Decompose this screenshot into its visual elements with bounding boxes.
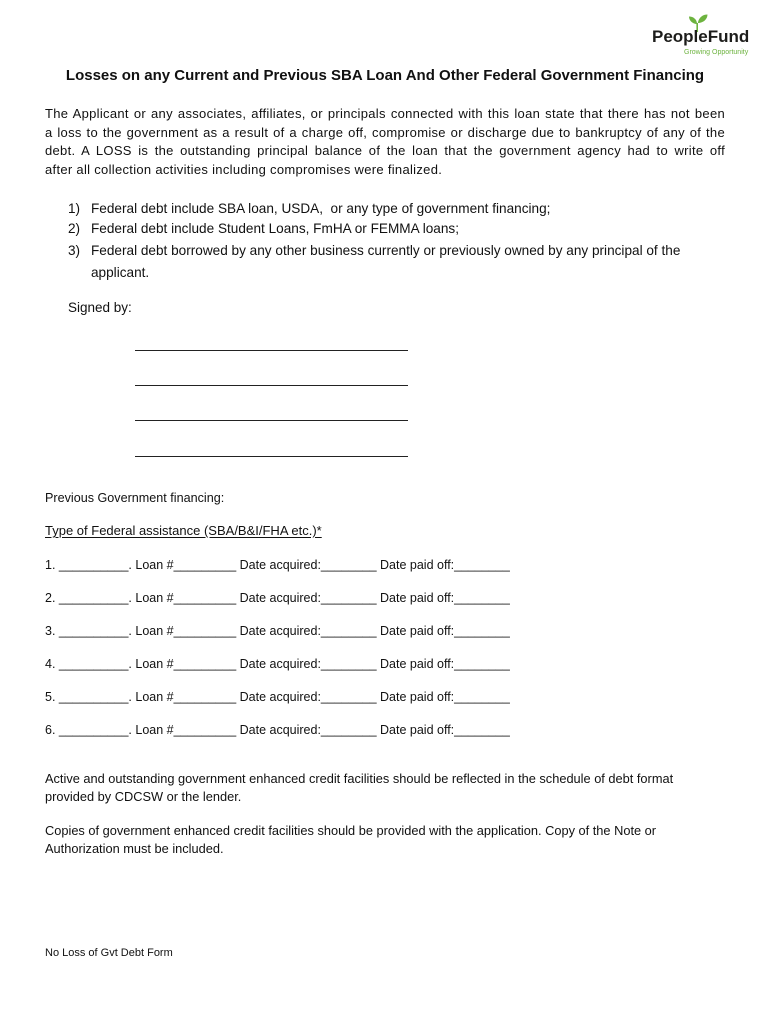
intro-line: The Applicant or any associates, affiliates, or principals connected with this loan state that there has not been [45,106,725,121]
financing-row: 3. __________. Loan #_________ Date acquired:________ Date paid off:________ [45,624,510,638]
logo-tagline: Growing Opportunity [684,49,749,56]
copies-note-line: Copies of government enhanced credit facilities should be provided with the application. Copy of the Note or [45,823,657,838]
signature-line [135,420,408,421]
financing-row: 2. __________. Loan #_________ Date acquired:________ Date paid off:________ [45,591,510,605]
assistance-type-heading: Type of Federal assistance (SBA/B&I/FHA etc.)* [45,523,322,538]
list-item-text-continued: applicant. [91,265,150,280]
signature-line [135,350,408,351]
list-item-marker: 3) [68,243,81,258]
signed-by-label: Signed by: [68,300,132,315]
list-item-marker: 1) [68,201,81,216]
intro-line: a loss to the government as a result of a charge off, compromise or discharge due to bankruptcy of any of the [45,124,725,140]
list-item-text: Federal debt include Student Loans, FmHA or FEMMA loans; [91,221,459,236]
list-item-marker: 2) [68,221,81,236]
list-item-text: Federal debt include SBA loan, USDA, or any type of government financing; [91,201,551,216]
financing-row: 4. __________. Loan #_________ Date acquired:________ Date paid off:________ [45,657,510,671]
intro-line: debt. A LOSS is the outstanding principal balance of the loan that the government agency had to write off [45,143,725,159]
copies-note-line: Authorization must be included. [45,841,224,856]
form-footer: No Loss of Gvt Debt Form [45,947,173,959]
logo-wordmark: PeopleFund [652,27,750,46]
signature-line [135,385,408,386]
intro-paragraph [45,105,725,180]
signature-line [135,456,408,457]
active-note-line: Active and outstanding government enhanced credit facilities should be reflected in the schedule of debt format [45,771,674,786]
financing-row: 6. __________. Loan #_________ Date acquired:________ Date paid off:________ [45,723,510,737]
list-item-text: Federal debt borrowed by any other business currently or previously owned by any principal of the [91,243,681,258]
peoplefund-logo [648,10,754,62]
financing-row: 1. __________. Loan #_________ Date acquired:________ Date paid off:________ [45,558,510,572]
intro-line: after all collection activities including compromises were finalized. [45,162,443,178]
active-note-line: provided by CDCSW or the lender. [45,789,242,804]
page-title: Losses on any Current and Previous SBA Loan And Other Federal Government Financing [65,67,705,84]
financing-row: 5. __________. Loan #_________ Date acquired:________ Date paid off:________ [45,690,510,704]
previous-financing-label: Previous Government financing: [45,491,225,505]
